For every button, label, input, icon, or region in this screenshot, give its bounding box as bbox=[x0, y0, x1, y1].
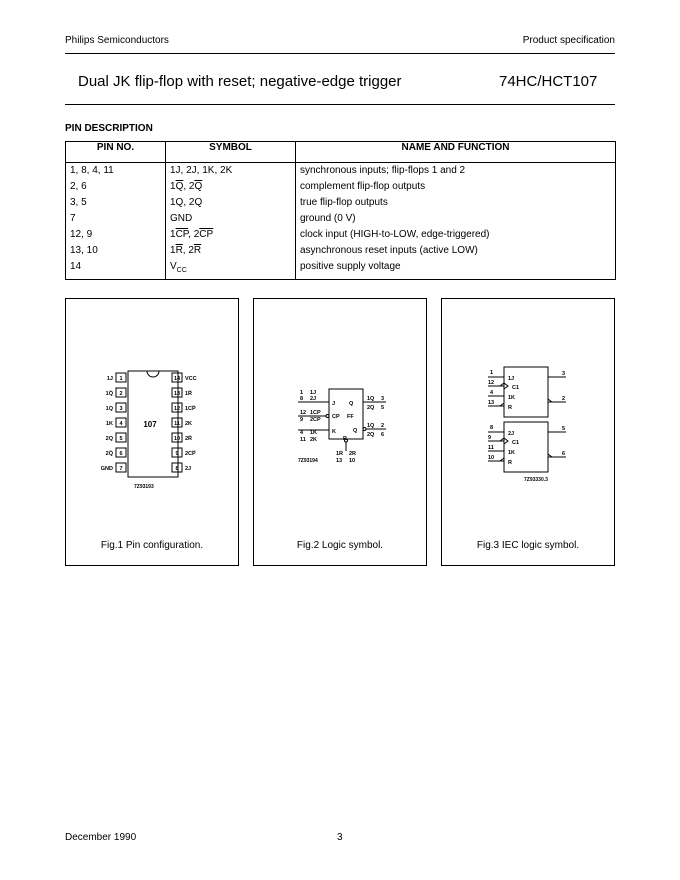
svg-text:8: 8 bbox=[300, 396, 304, 402]
pin-label: GND bbox=[100, 466, 113, 472]
pin-cell: 12, 9 bbox=[66, 227, 166, 243]
company-name: Philips Semiconductors bbox=[65, 35, 169, 46]
pin-label: 2J bbox=[185, 466, 192, 472]
function-cell: ground (0 V) bbox=[296, 211, 616, 227]
svg-text:2J: 2J bbox=[508, 431, 515, 437]
pin-label: 2Q̅ bbox=[105, 451, 113, 457]
table-row bbox=[66, 211, 616, 227]
svg-text:CP: CP bbox=[332, 414, 340, 420]
pin-label: 1CP̅ bbox=[185, 406, 196, 412]
fig3-code: 7Z93330.3 bbox=[524, 477, 548, 483]
svg-text:5: 5 bbox=[381, 405, 385, 411]
header-rule bbox=[65, 53, 615, 54]
symbol-cell: 1J, 2J, 1K, 2K bbox=[166, 163, 296, 180]
pin-label: VCC bbox=[185, 376, 197, 382]
pin-cell: 13, 10 bbox=[66, 243, 166, 259]
footer-date: December 1990 bbox=[65, 832, 137, 843]
svg-text:K: K bbox=[332, 429, 336, 435]
svg-text:Q: Q bbox=[349, 401, 354, 407]
iec-logic-symbol-diagram bbox=[442, 299, 614, 565]
svg-text:10: 10 bbox=[349, 458, 356, 464]
doc-type: Product specification bbox=[522, 35, 615, 46]
pin-cell: 1, 8, 4, 11 bbox=[66, 163, 166, 180]
table-row bbox=[66, 179, 616, 195]
svg-text:R: R bbox=[508, 460, 512, 466]
svg-text:4: 4 bbox=[490, 390, 494, 396]
pin-label: 1Q bbox=[105, 406, 113, 412]
svg-text:6: 6 bbox=[381, 432, 385, 438]
pin-number: 14 bbox=[173, 376, 181, 382]
svg-text:2K: 2K bbox=[310, 437, 318, 443]
svg-text:1J: 1J bbox=[508, 376, 515, 382]
svg-text:C1: C1 bbox=[512, 385, 520, 391]
svg-text:1CP: 1CP bbox=[310, 410, 321, 416]
pin-number: 10 bbox=[173, 436, 181, 442]
svg-text:1J: 1J bbox=[310, 390, 317, 396]
col-header-pin: PIN NO. bbox=[66, 142, 166, 163]
pin-number: 11 bbox=[174, 421, 180, 427]
pin-configuration-diagram bbox=[66, 299, 238, 565]
pin-label: 2K bbox=[185, 421, 193, 427]
pin-cell: 14 bbox=[66, 259, 166, 280]
symbol-cell: $1\overline{R}$, $2\overline{R}$ bbox=[166, 243, 296, 259]
svg-text:10: 10 bbox=[488, 455, 495, 461]
logic-symbol-diagram bbox=[254, 299, 426, 565]
fig1-code: 7Z93193 bbox=[134, 484, 154, 490]
svg-text:2Q: 2Q bbox=[367, 432, 375, 438]
pin-number: 8 bbox=[175, 466, 179, 472]
pin-label: 1R̅ bbox=[185, 391, 193, 397]
function-cell: true flip-flop outputs bbox=[296, 195, 616, 211]
pin-number: 5 bbox=[119, 436, 123, 442]
svg-text:C1: C1 bbox=[512, 440, 520, 446]
svg-text:1Q: 1Q bbox=[367, 396, 375, 402]
svg-text:1: 1 bbox=[300, 390, 304, 396]
svg-text:12: 12 bbox=[300, 410, 307, 416]
function-cell: complement flip-flop outputs bbox=[296, 179, 616, 195]
pin-number: 3 bbox=[119, 406, 123, 412]
svg-text:13: 13 bbox=[488, 400, 495, 406]
title-rule bbox=[65, 104, 615, 105]
col-header-function: NAME AND FUNCTION bbox=[296, 142, 616, 163]
svg-text:1R: 1R bbox=[336, 451, 344, 457]
table-row bbox=[66, 259, 616, 280]
svg-text:2Q: 2Q bbox=[367, 405, 375, 411]
table-row bbox=[66, 243, 616, 259]
pin-label: 2CP̅ bbox=[185, 451, 196, 457]
svg-text:13: 13 bbox=[336, 458, 343, 464]
svg-text:9: 9 bbox=[300, 417, 304, 423]
pin-label: 1K bbox=[105, 421, 113, 427]
symbol-cell: 1Q, 2Q bbox=[166, 195, 296, 211]
symbol-cell: $V_{CC}$ bbox=[166, 259, 296, 280]
svg-text:2R: 2R bbox=[349, 451, 357, 457]
pin-number: 13 bbox=[173, 391, 181, 397]
svg-text:Q: Q bbox=[353, 428, 358, 434]
svg-text:2: 2 bbox=[562, 396, 566, 402]
symbol-cell: $1\overline{Q}$, $2\overline{Q}$ bbox=[166, 179, 296, 195]
pin-cell: 3, 5 bbox=[66, 195, 166, 211]
fig3-caption: Fig.3 IEC logic symbol. bbox=[476, 540, 580, 551]
pin-cell: 7 bbox=[66, 211, 166, 227]
table-header-row bbox=[66, 142, 616, 163]
svg-text:12: 12 bbox=[488, 380, 495, 386]
function-cell: asynchronous reset inputs (active LOW) bbox=[296, 243, 616, 259]
svg-text:2: 2 bbox=[381, 423, 385, 429]
svg-text:4: 4 bbox=[300, 430, 304, 436]
pin-description-table bbox=[65, 141, 616, 280]
part-number: 74HC/HCT107 bbox=[499, 73, 598, 90]
figure-logic-symbol bbox=[253, 298, 427, 566]
pin-number: 4 bbox=[119, 421, 123, 427]
svg-text:2J: 2J bbox=[310, 396, 317, 402]
svg-text:11: 11 bbox=[488, 445, 494, 451]
fig2-code: 7Z93194 bbox=[298, 458, 318, 464]
svg-text:9: 9 bbox=[488, 435, 492, 441]
svg-text:1K: 1K bbox=[508, 450, 516, 456]
svg-text:J: J bbox=[332, 401, 336, 407]
pin-label: 2R̅ bbox=[185, 436, 193, 442]
figure-pin-configuration bbox=[65, 298, 239, 566]
svg-text:8: 8 bbox=[490, 425, 494, 431]
svg-text:6: 6 bbox=[562, 451, 566, 457]
symbol-cell: GND bbox=[166, 211, 296, 227]
pin-number: 9 bbox=[175, 451, 179, 457]
function-cell: synchronous inputs; flip-flops 1 and 2 bbox=[296, 163, 616, 180]
svg-text:2CP: 2CP bbox=[310, 417, 321, 423]
svg-text:3: 3 bbox=[381, 396, 385, 402]
fig2-caption: Fig.2 Logic symbol. bbox=[296, 540, 384, 551]
function-cell: clock input (HIGH-to-LOW, edge-triggered) bbox=[296, 227, 616, 243]
chip-label: 107 bbox=[143, 420, 157, 429]
fig1-caption: Fig.1 Pin configuration. bbox=[100, 540, 204, 551]
pin-label: 2Q bbox=[105, 436, 113, 442]
figure-iec-logic-symbol bbox=[441, 298, 615, 566]
svg-text:R: R bbox=[343, 436, 347, 442]
pin-label: 1J bbox=[106, 376, 113, 382]
pin-number: 2 bbox=[119, 391, 123, 397]
svg-text:R: R bbox=[508, 405, 512, 411]
col-header-symbol: SYMBOL bbox=[166, 142, 296, 163]
pin-cell: 2, 6 bbox=[66, 179, 166, 195]
svg-text:1: 1 bbox=[490, 370, 494, 376]
svg-text:5: 5 bbox=[562, 426, 566, 432]
page-number: 3 bbox=[337, 832, 343, 843]
svg-text:3: 3 bbox=[562, 371, 566, 377]
function-cell: positive supply voltage bbox=[296, 259, 616, 280]
table-row bbox=[66, 227, 616, 243]
pin-label: 1Q̅ bbox=[105, 391, 113, 397]
symbol-cell: $1\overline{CP}$, $2\overline{CP}$ bbox=[166, 227, 296, 243]
pin-number: 7 bbox=[119, 466, 123, 472]
svg-text:11: 11 bbox=[300, 437, 306, 443]
section-heading: PIN DESCRIPTION bbox=[65, 123, 153, 134]
table-row bbox=[66, 163, 616, 180]
pin-number: 1 bbox=[119, 376, 123, 382]
ff-label: FF bbox=[347, 414, 354, 420]
page-title: Dual JK flip-flop with reset; negative-edge trigger bbox=[78, 73, 402, 90]
svg-text:1K: 1K bbox=[508, 395, 516, 401]
pin-number: 12 bbox=[173, 406, 181, 412]
pin-number: 6 bbox=[119, 451, 123, 457]
svg-text:1K: 1K bbox=[310, 430, 318, 436]
svg-text:1Q: 1Q bbox=[367, 423, 375, 429]
table-row bbox=[66, 195, 616, 211]
